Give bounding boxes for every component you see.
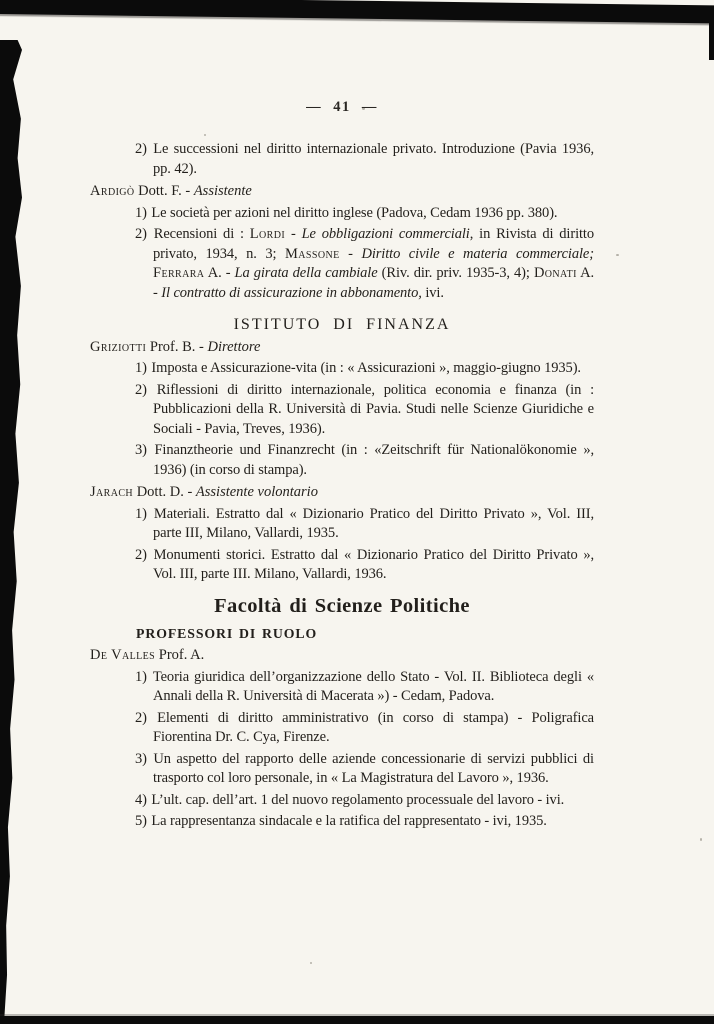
scan-edge-right [709,6,714,60]
item-number: 2) [135,546,147,563]
text-segment: Recensioni di : [153,226,250,242]
bibliography-item [135,359,594,379]
item-number: 1) [135,505,147,522]
person-name: Griziotti [90,338,147,355]
text-segment: PROFESSORI DI RUOLO [136,625,318,641]
text-segment: Imposta e Assicurazione-vita (in : « Assicurazioni », maggio-giugno 1935). [151,360,581,376]
item-number: 2) [135,141,147,157]
role-subheading [136,624,594,644]
text-segment: Facoltà di Scienze Politiche [214,594,470,617]
bibliography-item [135,791,594,811]
text-segment: ISTITUTO DI FINANZA [233,316,451,333]
institute-heading [90,315,594,335]
scan-edge-top [0,0,714,24]
text-segment: (Riv. dir. priv. 1935-3, 4); [377,265,534,281]
bibliography-item [135,812,594,832]
bibliography-item [135,750,594,789]
item-number: 4) [135,791,147,808]
text-segment: - [285,226,302,242]
text-segment: , in Rivista di diritto privato, 1934, n. 3; [153,226,595,262]
text-segment: Dott. D. - [133,484,196,500]
text-segment: Monumenti storici. Estratto dal « Dizionario Pratico del Diritto Privato », Vol. III, parte III. Milano, Vallardi, 1936. [153,546,594,582]
text-segment: Assistente volontario [195,484,318,500]
text-segment: A. - [153,265,594,301]
text-segment: Dott. F. - [134,183,194,199]
bibliography-item [135,225,594,303]
text-segment: La rappresentanza sindacale e la ratifica del rappresentato - ivi, 1935. [151,813,547,829]
page-number: — 41 — [306,99,378,115]
text-segment: Direttore [207,338,261,355]
bibliography-item [135,381,594,440]
item-number: 2) [135,226,147,242]
author-heading [90,646,594,666]
bibliography-item [135,505,594,544]
person-name: Jarach [90,484,134,500]
author-heading [90,182,594,202]
person-name: Lordi [249,226,286,242]
text-segment: Le società per azioni nel diritto inglese (Padova, Cedam 1936 pp. 380). [151,204,558,221]
scan-edge-bottom [0,1016,714,1024]
faculty-heading [90,593,594,619]
item-number: 3) [135,750,147,767]
author-heading [90,483,594,503]
scan-speck [700,838,702,841]
author-heading [90,338,594,358]
item-number: 5) [135,813,147,829]
text-segment: Materiali. Estratto dal « Dizionario Pratico del Diritto Privato », Vol. III, parte III, Milano, Vallardi, 1935. [153,505,594,541]
text-segment: Le successioni nel diritto internazionale privato. Introduzione (Pavia 1936, pp. 42). [153,141,595,177]
bibliography-item [135,546,594,585]
text-segment: Finanztheorie und Finanzrecht (in : «Zeitschrift für Nationalökonomie », 1936) (in corso di stampa). [153,442,595,478]
bibliography-item [135,204,594,224]
text-segment: Diritto civile e materia commerciale; [361,245,594,262]
item-number: 1) [135,360,147,376]
scan-speck [616,254,619,256]
item-number: 1) [135,204,147,221]
text-segment: L’ult. cap. dell’art. 1 del nuovo regolamento processuale del lavoro - ivi. [151,791,565,808]
bibliography-item [135,668,594,707]
text-segment: Prof. A. [155,647,205,663]
bibliography-item [135,140,594,179]
person-name: De Valles [90,647,156,663]
text-segment: Riflessioni di diritto internazionale, politica economia e finanza (in : Pubblicazioni della R. Università di Pavia. Studi nelle Scienze Giuridiche e Sociali - Pavia, Treves, 1936). [153,381,594,437]
text-segment: Le obbligazioni commerciali [301,226,470,242]
text-segment: Prof. B. - [146,338,208,355]
person-name: Ardigò [90,183,135,199]
page-content [90,138,594,832]
text-segment: Elementi di diritto amministrativo (in corso di stampa) - Poligrafica Fiorentina Dr. C. Cya, Firenze. [153,709,594,745]
item-number: 1) [135,668,147,685]
bibliography-item [135,709,594,748]
item-number: 2) [135,709,147,726]
person-name: Donati [533,265,577,281]
item-number: 3) [135,442,147,458]
item-number: 2) [135,381,147,398]
text-segment: La girata della cambiale [234,265,378,281]
text-segment: Assistente [193,183,252,199]
text-segment: A. - [204,265,235,281]
text-segment: ivi. [425,284,444,301]
text-segment: Teoria giuridica dell’organizzazione dello Stato - Vol. II. Biblioteca degli « Annali della R. Università di Macerata ») - Cedam, Padova. [152,668,594,704]
text-segment: - [339,245,362,262]
person-name: Ferrara [153,265,205,281]
scan-speck [310,962,312,964]
bibliography-item [135,441,594,480]
text-segment: Un aspetto del rapporto delle aziende concessionarie di servizi pubblici di trasporto col loro personale, in « La Magistratura del Lavoro », 1936. [153,750,594,786]
person-name: Massone [285,245,340,262]
text-segment: Il contratto di assicurazione in abbonamento, [161,284,426,301]
scan-edge-left [0,40,22,1024]
scan-speck [204,134,206,136]
